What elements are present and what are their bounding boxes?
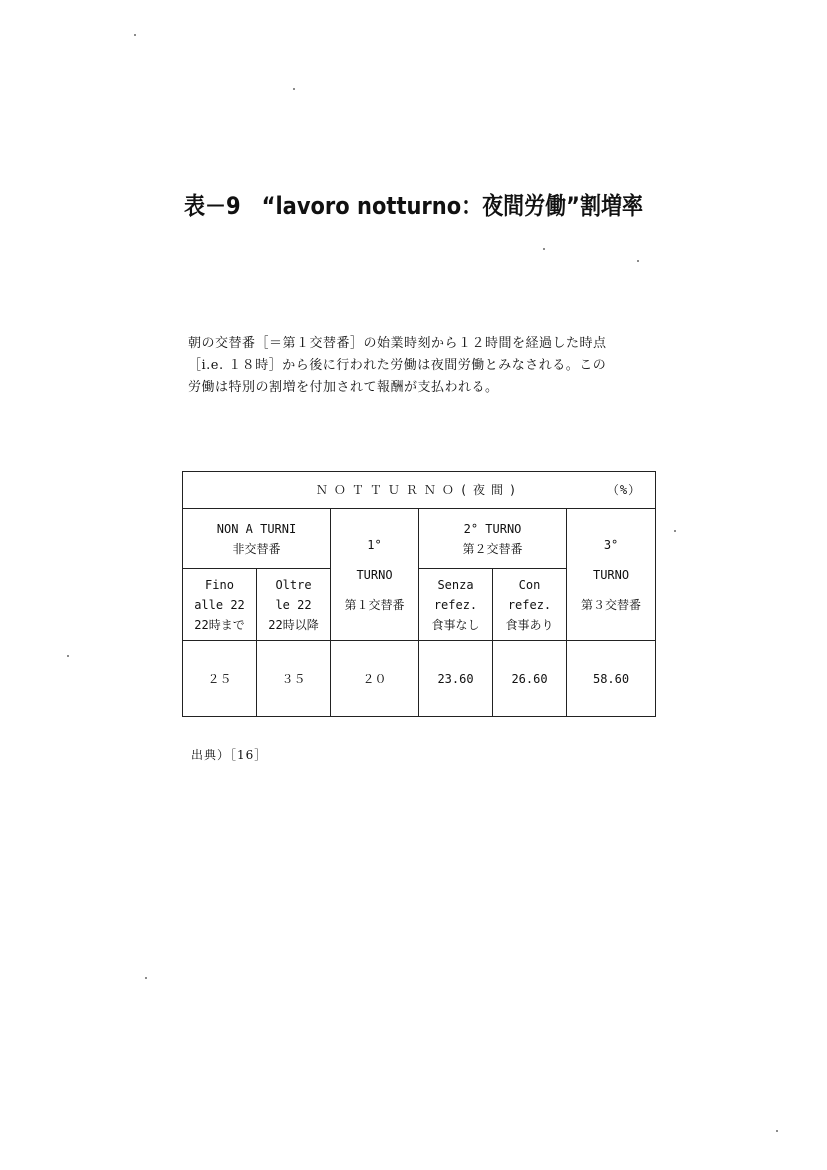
senza-header (419, 569, 493, 641)
senza-label-2: refez. (433, 597, 478, 612)
source-citation: 出典）［16］ (191, 748, 268, 762)
night-work-rate-table (182, 471, 656, 717)
scan-speck (293, 88, 295, 90)
con-label-ja: 食事あり (505, 617, 554, 632)
non-turni-header (183, 509, 331, 569)
value-oltre: ３５ (257, 641, 331, 717)
senza-label-1: Senza (437, 577, 474, 592)
fino-header (183, 569, 257, 641)
scan-speck (674, 530, 676, 532)
paragraph-line: 労働は特別の割増を付加されて報酬が支払われる。 (188, 380, 499, 395)
oltre-label-1: Oltre (275, 577, 312, 592)
fino-label-2: alle 22 (194, 597, 245, 612)
turno3-number: 3° (603, 537, 619, 552)
turno2-header (419, 509, 567, 569)
turno3-label-ja: 第３交替番 (581, 597, 642, 612)
oltre-header (257, 569, 331, 641)
turno1-header (331, 509, 419, 641)
table-header (183, 472, 656, 509)
turno1-label-it: TURNO (356, 567, 393, 582)
paragraph-line: 朝の交替番［＝第１交替番］の始業時刻から１２時間を経過した時点 (188, 336, 607, 351)
fino-label-ja: 22時まで (194, 617, 245, 632)
scan-speck (134, 34, 136, 36)
value-fino: ２５ (183, 641, 257, 717)
header-label: ＮＯＴＴＵＲＮＯ(夜間) (315, 483, 523, 497)
turno1-label-ja: 第１交替番 (344, 597, 405, 612)
senza-label-ja: 食事なし (431, 617, 480, 632)
value-senza: 23.60 (419, 641, 493, 717)
scan-speck (67, 655, 69, 657)
value-turno3: 58.60 (567, 641, 656, 717)
turno2-label-ja: 第２交替番 (462, 541, 523, 556)
value-turno1: ２０ (331, 641, 419, 717)
scan-speck (776, 1130, 778, 1132)
oltre-label-2: le 22 (275, 597, 312, 612)
fino-label-1: Fino (205, 577, 234, 592)
scan-speck (145, 977, 147, 979)
non-turni-label-ja: 非交替番 (232, 541, 281, 556)
paragraph-line: ［i.e. １８時］から後に行われた労働は夜間労働とみなされる。この (188, 358, 607, 373)
non-turni-label-it: NON A TURNI (216, 521, 297, 536)
scan-speck (543, 248, 545, 250)
con-header (493, 569, 567, 641)
table-title: 表－9 “lavoro notturno：夜間労働”割増率 (184, 192, 643, 220)
value-con: 26.60 (493, 641, 567, 717)
unit-label: （%） (606, 483, 642, 497)
con-label-2: refez. (507, 597, 552, 612)
scan-speck (637, 260, 639, 262)
oltre-label-ja: 22時以降 (268, 617, 319, 632)
turno3-header (567, 509, 656, 641)
con-label-1: Con (518, 577, 541, 592)
description-paragraph (188, 333, 658, 399)
turno3-label-it: TURNO (592, 567, 630, 582)
turno2-label-it: 2° TURNO (463, 521, 522, 536)
turno1-number: 1° (367, 537, 382, 552)
